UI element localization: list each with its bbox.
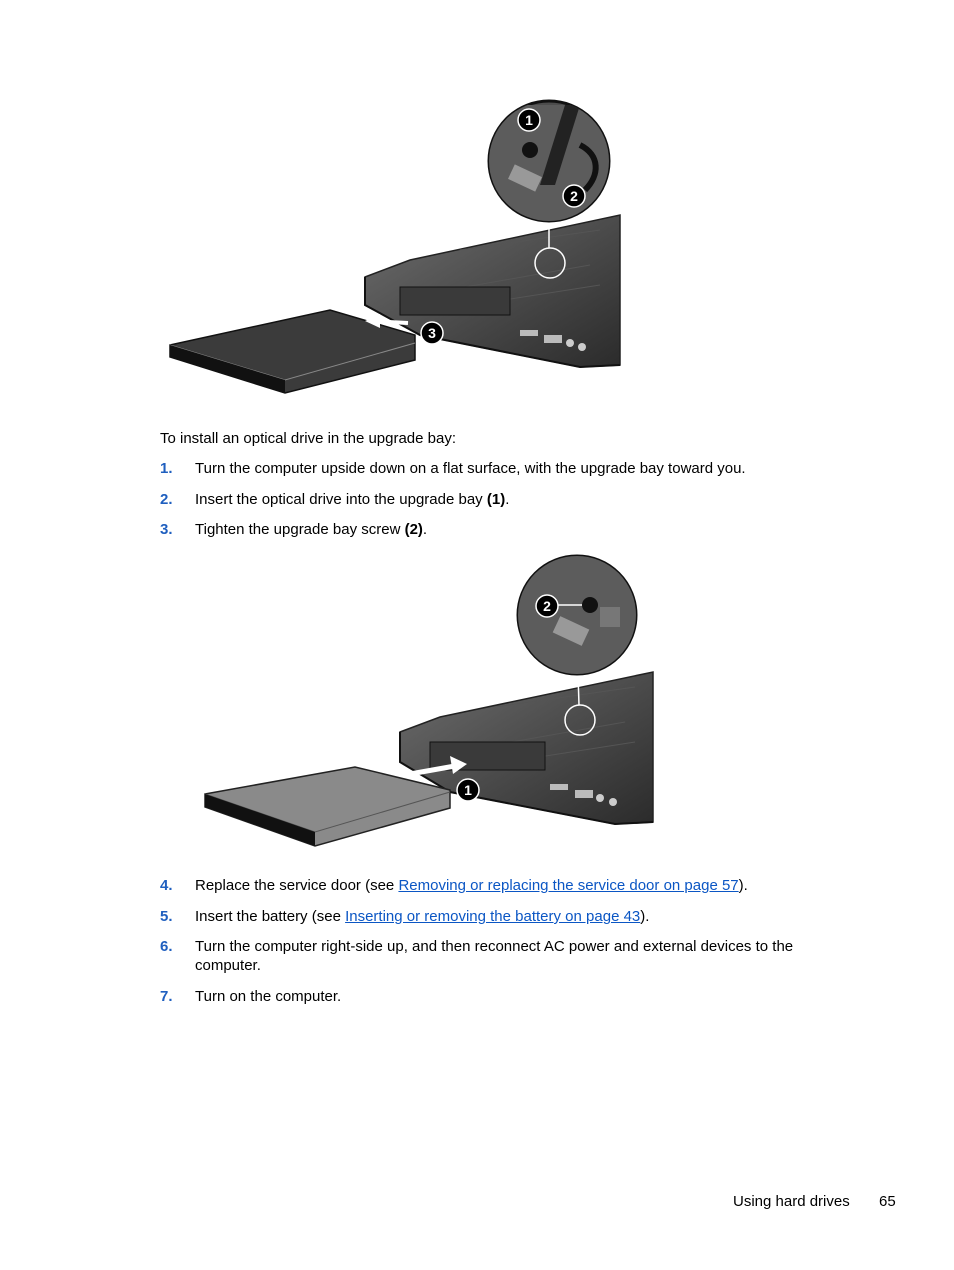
step-text: Tighten the upgrade bay screw (2).	[195, 521, 428, 538]
callout-2-label: 2	[570, 188, 578, 204]
link-battery[interactable]: Inserting or removing the battery on page 43	[345, 908, 641, 925]
footer-section-title: Using hard drives	[733, 1193, 850, 1210]
step-text: Replace the service door (see Removing or replacing the service door on page 57).	[195, 877, 748, 894]
footer-page-number: 65	[879, 1193, 896, 1210]
callout-1-label: 1	[525, 112, 533, 128]
step-number: 5.	[160, 908, 173, 925]
step-text: Turn the computer right-side up, and then reconnect AC power and external devices to the computer.	[195, 938, 794, 974]
callout-2-label: 2	[543, 598, 551, 614]
step-number: 3.	[160, 521, 173, 538]
figure-remove-optical-drive	[160, 95, 630, 400]
step-text: Insert the battery (see Inserting or removing the battery on page 43).	[195, 908, 650, 925]
link-service-door[interactable]: Removing or replacing the service door on page 57	[398, 877, 739, 894]
step-text: Turn on the computer.	[195, 988, 342, 1005]
callout-1-label: 1	[464, 782, 472, 798]
step-number: 6.	[160, 938, 173, 955]
intro-paragraph: To install an optical drive in the upgrade bay:	[160, 430, 457, 447]
callout-3-label: 3	[428, 325, 436, 341]
step-number: 1.	[160, 460, 173, 477]
figure-insert-optical-drive	[195, 552, 665, 854]
step-text: Insert the optical drive into the upgrade bay (1).	[195, 491, 510, 508]
step-number: 2.	[160, 491, 173, 508]
step-text: Turn the computer upside down on a flat surface, with the upgrade bay toward you.	[195, 460, 746, 477]
step-number: 4.	[160, 877, 173, 894]
step-number: 7.	[160, 988, 173, 1005]
